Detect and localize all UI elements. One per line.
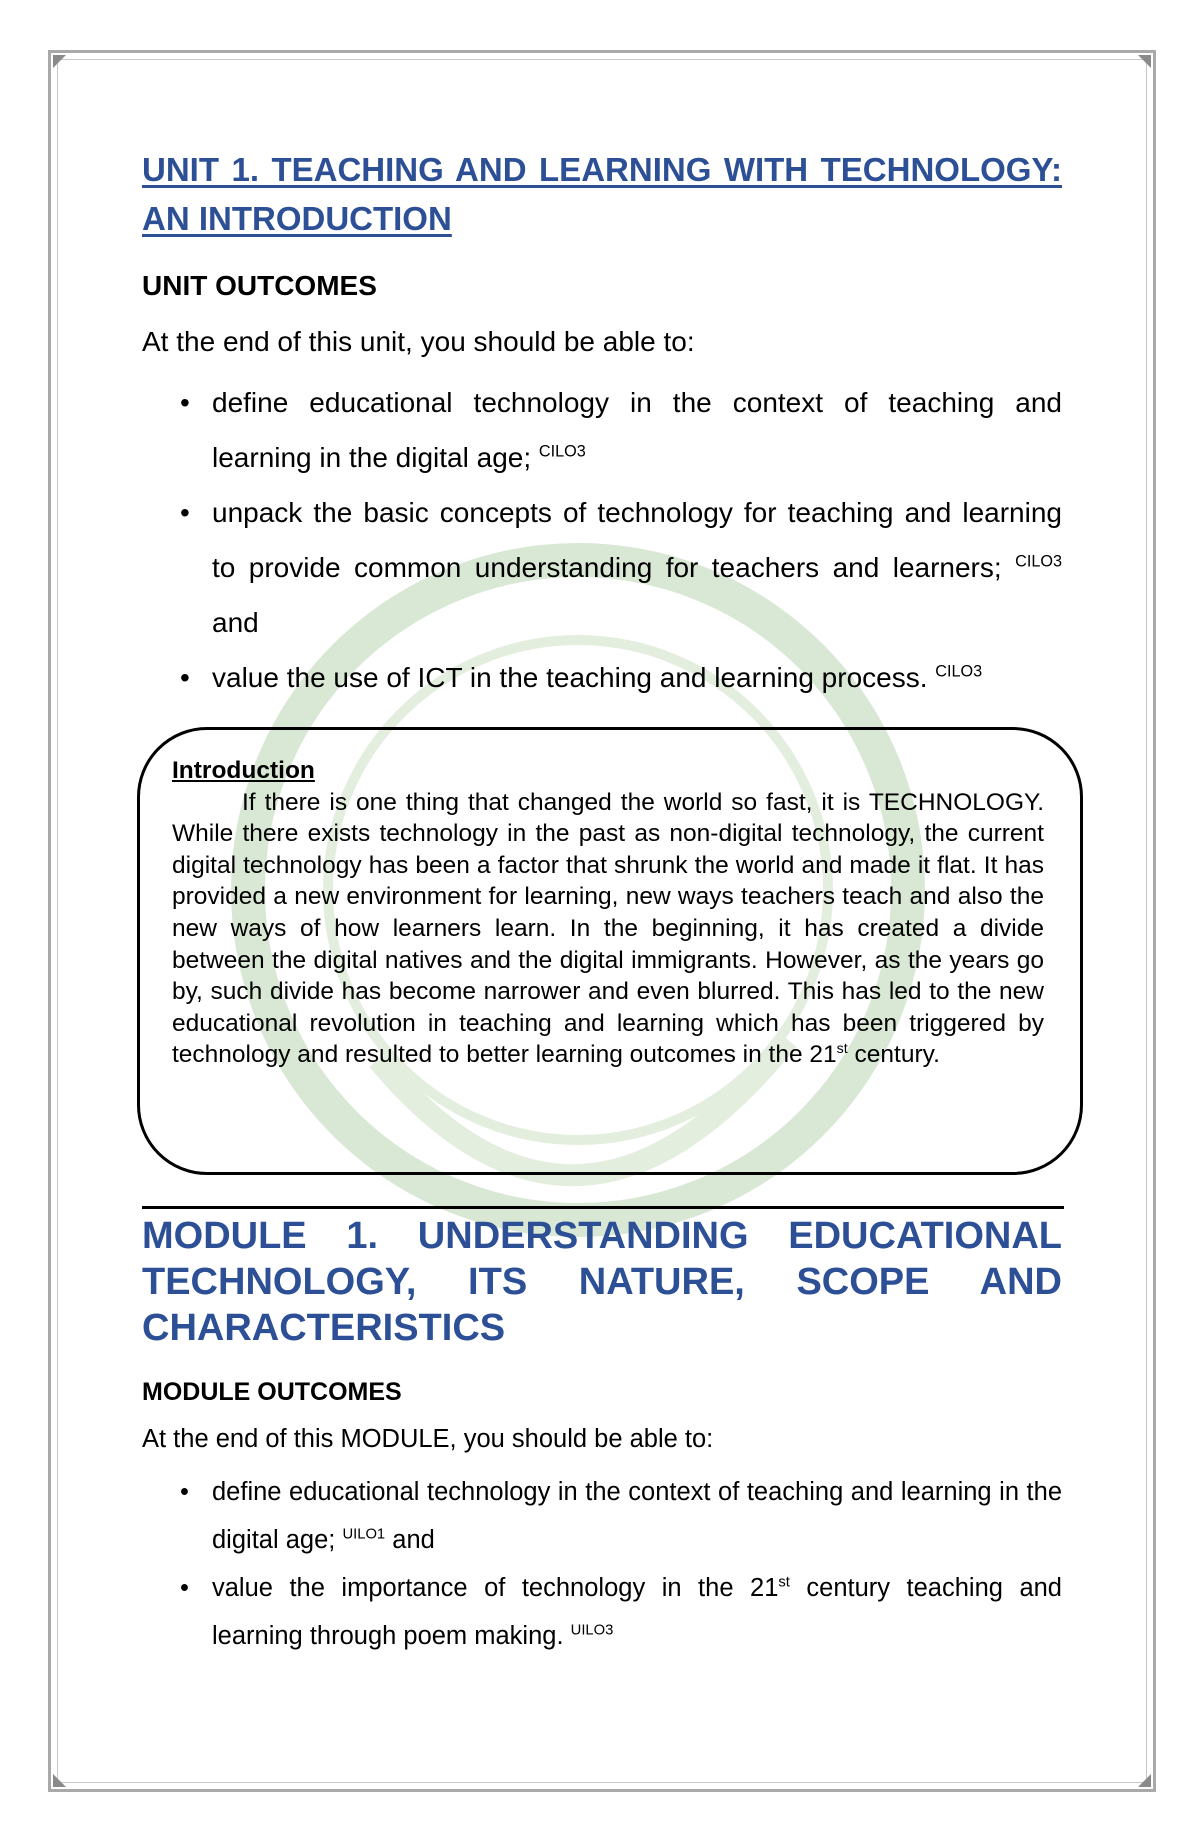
bullet-icon: • (180, 387, 190, 418)
outcome-conjunction: and (385, 1526, 435, 1554)
bullet-icon: • (180, 1478, 189, 1506)
outcome-text: value the importance of technology in the 21 (212, 1574, 779, 1602)
unit-outcomes-heading: UNIT OUTCOMES (142, 270, 377, 301)
corner-arrow-icon (1136, 1772, 1152, 1788)
list-item (142, 1564, 1062, 1660)
outcome-tag: CILO3 (935, 662, 983, 681)
outcome-text: century teaching and learning through poem making. (212, 1574, 1062, 1650)
list-item (142, 1468, 1062, 1564)
module-outcomes-list (142, 1468, 1062, 1660)
outcome-text: define educational technology in the context of teaching and learning in the digital age; (212, 387, 1062, 473)
list-item (142, 650, 1062, 705)
corner-arrow-icon (52, 1772, 68, 1788)
outcome-tag: UILO3 (570, 1622, 614, 1639)
list-item (142, 485, 1062, 650)
introduction-body: If there is one thing that changed the world so fast, it is TECHNOLOGY. While there exists technology in the past as non-digital technology, the current digital technology has been a factor that shrunk the world and made it flat. It has provided a new environment for learning, new ways teachers teach and also the new ways of how learners learn. In the beginning, it has created a divide between the digital natives and the digital immigrants. However, as the years go by, such divide has become narrower and even blurred. This has led to the new educational revolution in teaching and learning which has been triggered by technology and resulted to better learning outcomes in the 21 (172, 788, 1044, 1069)
ordinal-suffix: st (836, 1041, 848, 1058)
outcome-text: unpack the basic concepts of technology for teaching and learning to provide common understanding for teachers and learners; (212, 497, 1062, 583)
unit-title: UNIT 1. TEACHING AND LEARNING WITH TECHNOLOGY: AN INTRODUCTION (142, 151, 1062, 237)
unit-outcomes-list (142, 375, 1062, 705)
introduction-heading: Introduction (172, 757, 315, 784)
outcome-text: define educational technology in the context of teaching and learning in the digital age; (212, 1478, 1062, 1554)
unit-outcomes-intro: At the end of this unit, you should be able to: (142, 326, 695, 357)
outcome-tag: UILO1 (342, 1526, 386, 1543)
corner-arrow-icon (1136, 54, 1152, 70)
outcome-text: value the use of ICT in the teaching and learning process. (212, 662, 928, 693)
bullet-icon: • (180, 1574, 189, 1602)
introduction-content (172, 755, 1044, 1071)
module-outcomes-intro: At the end of this MODULE, you should be able to: (142, 1425, 714, 1453)
bullet-icon: • (180, 662, 190, 693)
list-item (142, 375, 1062, 485)
module-title: MODULE 1. UNDERSTANDING EDUCATIONAL TECHNOLOGY, ITS NATURE, SCOPE AND CHARACTERISTICS (142, 1215, 1062, 1349)
introduction-paragraph (172, 787, 1044, 1071)
section-divider (142, 1206, 1064, 1209)
outcome-tag: CILO3 (1015, 552, 1063, 571)
outcome-tag: CILO3 (538, 442, 586, 461)
introduction-body-end: century. (847, 1041, 940, 1069)
corner-arrow-icon (52, 54, 68, 70)
ordinal-suffix: st (778, 1574, 790, 1591)
outcome-conjunction: and (212, 607, 259, 638)
module-outcomes-heading: MODULE OUTCOMES (142, 1378, 402, 1406)
bullet-icon: • (180, 497, 190, 528)
